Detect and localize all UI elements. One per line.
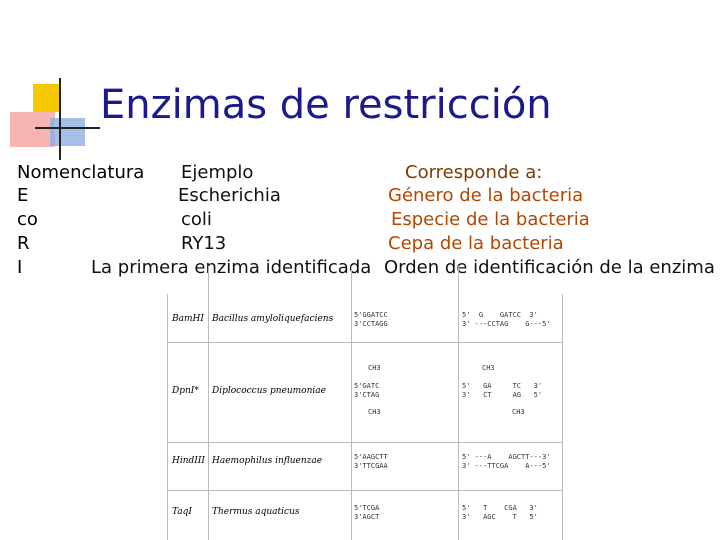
slide-logo-icon: [0, 0, 100, 160]
methyl-label: CH3: [482, 364, 495, 372]
enzyme-name: TaqI: [172, 507, 192, 517]
methyl-label: CH3: [368, 364, 381, 372]
cut-3: 3' CT AG 5': [462, 391, 543, 399]
cut-5: 5' T CGA 3': [462, 504, 538, 512]
site-5: 5'AAGCTT: [354, 453, 388, 461]
enzyme-organism: Thermus aquaticus: [212, 507, 300, 517]
row-example: coli: [181, 209, 212, 230]
site-5: 5'GATC: [354, 382, 380, 390]
enzyme-organism: Diplococcus pneumoniae: [212, 386, 326, 396]
row-meaning: Género de la bacteria: [388, 185, 584, 206]
enzyme-name: HindIII: [172, 456, 205, 466]
site-3: 3'CCTAGG: [354, 320, 388, 328]
methyl-label: CH3: [512, 408, 525, 416]
enzyme-table: [167, 294, 563, 540]
row-meaning: Cepa de la bacteria: [388, 233, 564, 254]
enzyme-name: BamHI: [172, 314, 204, 324]
row-letter: E: [17, 185, 29, 206]
row-example: RY13: [181, 233, 227, 254]
row-meaning: Especie de la bacteria: [391, 209, 590, 230]
row-example: Escherichia: [178, 185, 281, 206]
enzyme-organism: Haemophilus influenzae: [212, 456, 323, 466]
cut-3: 3' AGC T 5': [462, 513, 538, 521]
cut-5: 5' ---A AGCTT---3': [462, 453, 551, 461]
site-3: 3'CTAG: [354, 391, 380, 399]
row-letter: co: [17, 209, 38, 230]
row-letter: R: [17, 233, 30, 254]
enzyme-organism: Bacillus amyloliquefaciens: [212, 314, 334, 324]
cut-5: 5' GA TC 3': [462, 382, 543, 390]
col-header-nomenclatura: Nomenclatura: [17, 162, 145, 183]
site-5: 5'TCGA: [354, 504, 380, 512]
cut-5: 5' G GATCC 3': [462, 311, 538, 319]
row-example: La primera enzima identificada: [91, 257, 372, 278]
enzyme-name: DpnI*: [172, 386, 199, 396]
col-header-ejemplo: Ejemplo: [181, 162, 254, 183]
col-header-corresponde: Corresponde a:: [405, 162, 543, 183]
site-3: 3'AGCT: [354, 513, 380, 521]
methyl-label: CH3: [368, 408, 381, 416]
site-3: 3'TTCGAA: [354, 462, 388, 470]
slide-title: Enzimas de restricción: [100, 82, 552, 128]
row-letter: I: [17, 257, 23, 278]
site-5: 5'GGATCC: [354, 311, 388, 319]
cut-3: 3' ---CCTAG G---5': [462, 320, 551, 328]
row-meaning: Orden de identificación de la enzima: [384, 257, 715, 278]
cut-3: 3' ---TTCGA A---5': [462, 462, 551, 470]
